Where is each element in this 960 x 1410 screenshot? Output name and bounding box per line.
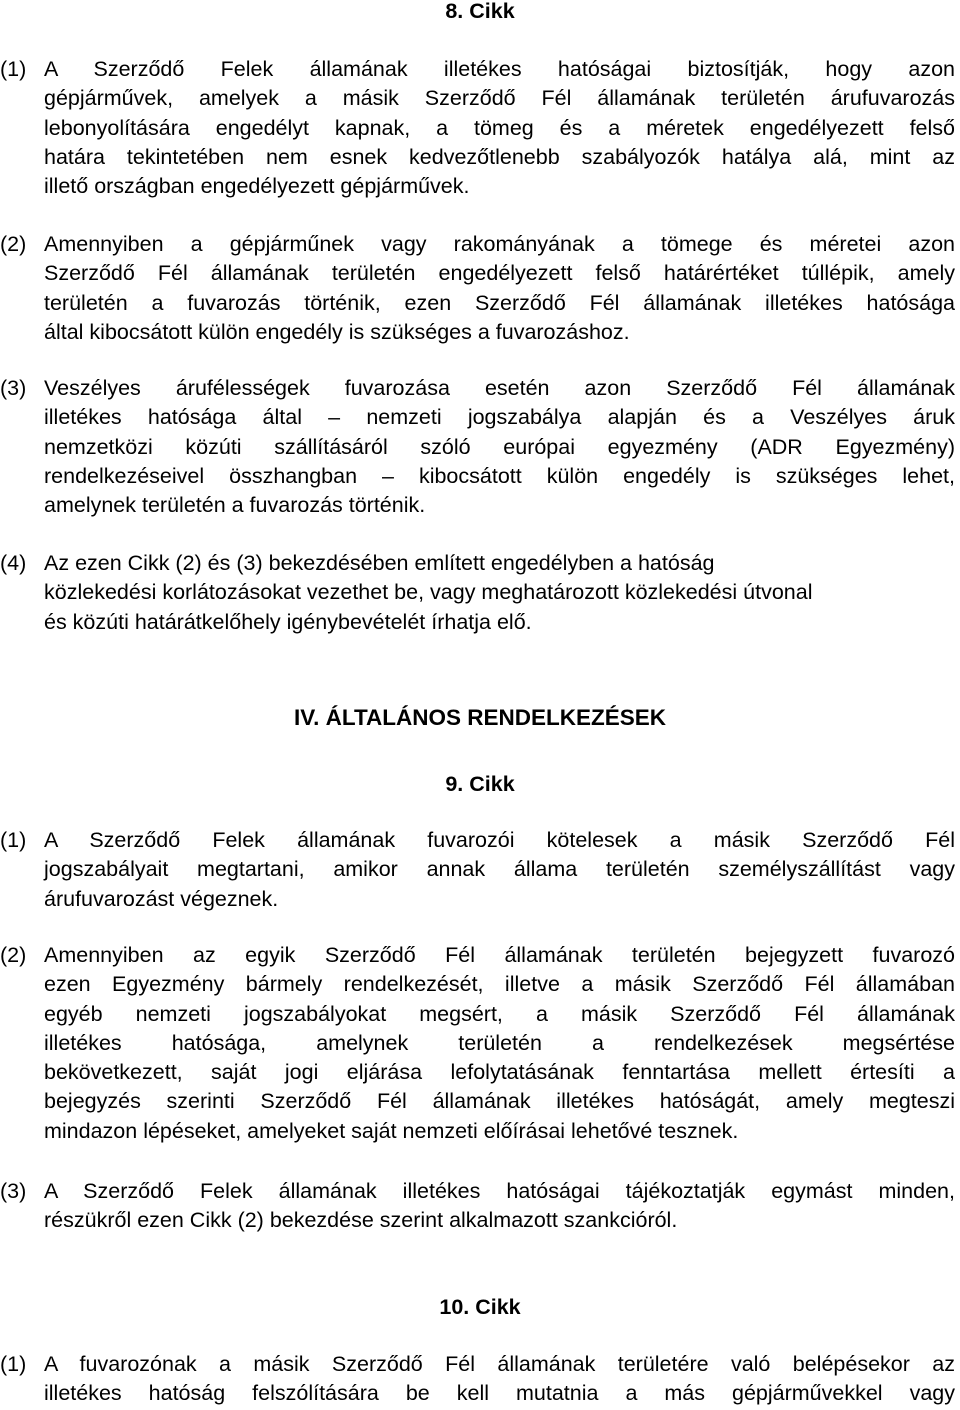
paragraph-line: bekövetkezett, saját jogi eljárása lefolytatásának fenntartása mellett értesíti a: [44, 1060, 955, 1085]
paragraph-number: (4): [0, 551, 27, 575]
paragraph-line: mindazon lépéseket, amelyeket saját nemzeti előírásai lehetővé tesznek.: [44, 1118, 739, 1143]
article-8-paragraph-4: [0, 549, 955, 637]
paragraph-line: (4) Az ezen Cikk (2) és (3) bekezdésében említett engedélyben a hatóság: [0, 549, 955, 578]
paragraph-line: (3) Veszélyes árufélességek fuvarozása esetén azon Szerződő Fél államának: [0, 374, 955, 403]
paragraph-line: lebonyolítására engedélyt kapnak, a tömeg és a méretek engedélyezett felső: [44, 115, 955, 140]
paragraph-number: (3): [0, 1179, 27, 1203]
article-9-paragraph-2: [0, 941, 955, 1146]
paragraph-number: (1): [0, 57, 27, 81]
paragraph-line: rendelkezéseivel összhangban – kibocsátott külön engedély is szükséges lehet,: [44, 463, 955, 488]
paragraph-line: egyéb nemzeti jogszabályokat megsért, a másik Szerződő Fél államának: [44, 1001, 955, 1026]
article-10-paragraph-1: [0, 1350, 955, 1409]
paragraph-number: (2): [0, 943, 27, 967]
article-8-paragraph-1: [0, 55, 955, 201]
paragraph-line: közlekedési korlátozásokat vezethet be, vagy meghatározott közlekedési útvonal: [44, 580, 813, 605]
article-8-paragraph-3: [0, 374, 955, 520]
paragraph-line: határa tekintetében nem esnek kedvezőtlenebb szabályozók hatálya alá, mint az: [44, 144, 955, 169]
article-10-title: 10. Cikk: [439, 1295, 521, 1319]
article-9-paragraph-1: [0, 826, 955, 914]
paragraph-line: (3) A Szerződő Felek államának illetékes hatóságai tájékoztatják egymást minden,: [0, 1177, 955, 1206]
paragraph-line: (1) A Szerződő Felek államának illetékes hatóságai biztosítják, hogy azon: [0, 55, 955, 84]
paragraph-line: illetékes hatósága, amelynek területén a rendelkezések megsértése: [44, 1030, 955, 1055]
paragraph-line: bejegyzés szerinti Szerződő Fél államának illetékes hatóságát, amely megteszi: [44, 1089, 955, 1114]
paragraph-number: (2): [0, 232, 27, 256]
paragraph-line: illetékes hatósága által – nemzeti jogszabálya alapján és a Veszélyes áruk: [44, 405, 955, 430]
paragraph-number: (3): [0, 376, 27, 400]
paragraph-line: nemzetközi közúti szállításáról szóló európai egyezmény (ADR Egyezmény): [44, 434, 955, 459]
article-9-title: 9. Cikk: [445, 772, 515, 796]
paragraph-line: (2) Amennyiben a gépjárműnek vagy rakományának a tömege és méretei azon: [0, 230, 955, 259]
paragraph-line: árufuvarozást végeznek.: [44, 886, 279, 911]
section-4-title: IV. ÁLTALÁNOS RENDELKEZÉSEK: [293, 705, 667, 730]
paragraph-line: amelynek területén a fuvarozás történik.: [44, 493, 426, 518]
article-8-paragraph-2: [0, 230, 955, 347]
article-8-title: 8. Cikk: [445, 0, 515, 23]
paragraph-line: (2) Amennyiben az egyik Szerződő Fél államának területén bejegyzett fuvarozó: [0, 941, 955, 970]
paragraph-line: Szerződő Fél államának területén engedélyezett felső határértéket túllépik, amely: [44, 261, 955, 286]
paragraph-number: (1): [0, 1352, 27, 1376]
paragraph-line: ezen Egyezmény bármely rendelkezését, illetve a másik Szerződő Fél államában: [44, 972, 955, 997]
paragraph-line: illető országban engedélyezett gépjárművek.: [44, 174, 470, 199]
paragraph-line: (1) A fuvarozónak a másik Szerződő Fél államának területére való belépésekor az: [0, 1350, 955, 1379]
paragraph-line: által kibocsátott külön engedély is szükséges a fuvarozáshoz.: [44, 319, 630, 344]
paragraph-line: gépjárművek, amelyek a másik Szerződő Fél államának területén árufuvarozás: [44, 86, 955, 111]
article-9-paragraph-3: [0, 1177, 955, 1236]
paragraph-number: (1): [0, 828, 27, 852]
paragraph-line: jogszabályait megtartani, amikor annak államа területén személyszállítást vagy: [44, 857, 955, 882]
paragraph-line: illetékes hatóság felszólítására be kell mutatnia a más gépjárművekkel vagy: [44, 1381, 955, 1406]
paragraph-line: részükről ezen Cikk (2) bekezdése szerint alkalmazott szankcióról.: [44, 1208, 678, 1233]
paragraph-line: és közúti határátkelőhely igénybevételét írhatja elő.: [44, 609, 532, 634]
paragraph-line: területén a fuvarozás történik, ezen Szerződő Fél államának illetékes hatósága: [44, 290, 955, 315]
paragraph-line: (1) A Szerződő Felek államának fuvarozói kötelesek a másik Szerződő Fél: [0, 826, 955, 855]
